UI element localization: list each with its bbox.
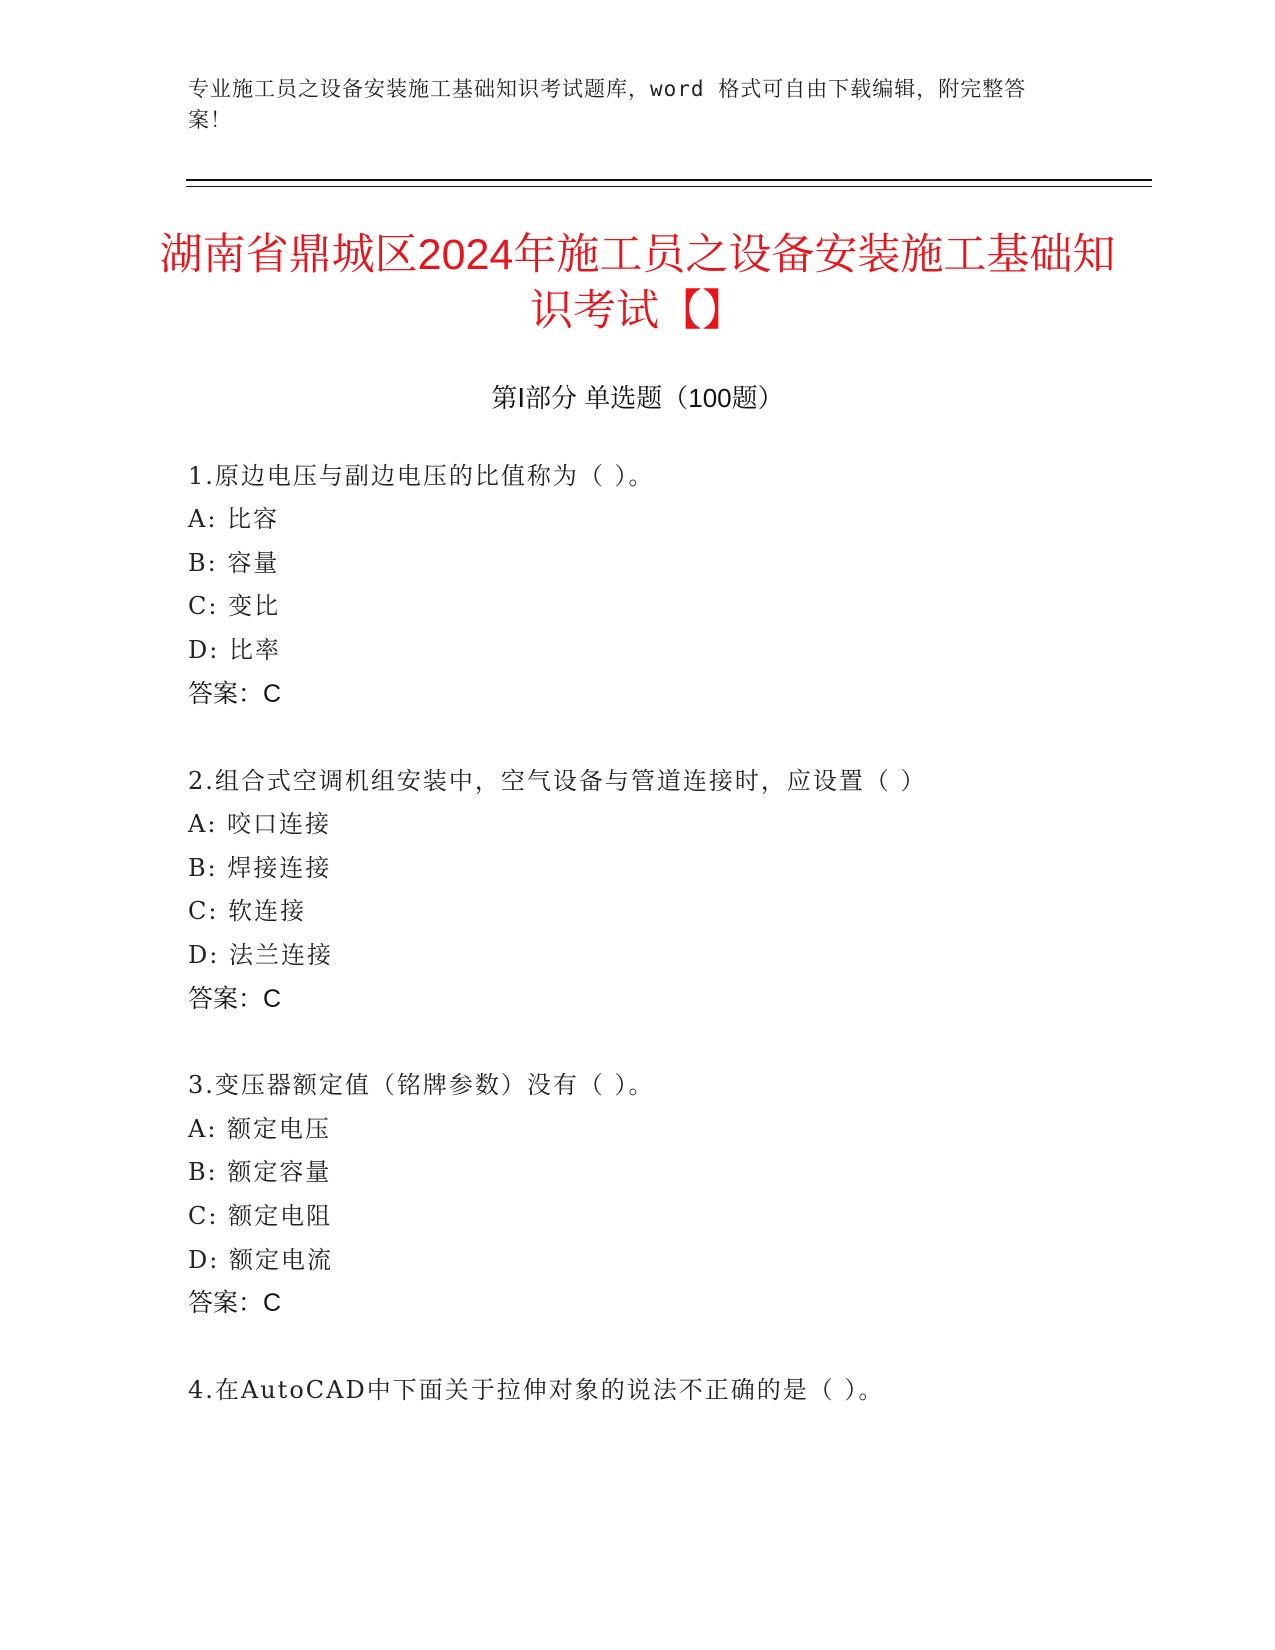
question-option: A: 额定电压 xyxy=(188,1115,332,1143)
question-option: C: 软连接 xyxy=(188,897,307,925)
header-divider-thick xyxy=(186,179,1152,181)
question-option: C: 变比 xyxy=(188,592,281,620)
question-answer: 答案：C xyxy=(188,1289,282,1317)
question-option: A: 比容 xyxy=(188,505,280,533)
question-option: C: 额定电阻 xyxy=(188,1202,333,1230)
question-option: B: 容量 xyxy=(188,549,280,577)
document-title: 湖南省鼎城区2024年施工员之设备安装施工基础知识考试【】 xyxy=(159,231,1116,335)
question-option: B: 额定容量 xyxy=(188,1158,332,1186)
question-option: D: 法兰连接 xyxy=(188,941,333,969)
question-option: B: 焊接连接 xyxy=(188,854,332,882)
section-heading: 第Ⅰ部分 单选题（100题） xyxy=(491,383,784,413)
header-note: 专业施工员之设备安装施工基础知识考试题库，word 格式可自由下载编辑，附完整答案！ xyxy=(188,77,1027,132)
question-stem: 4.在AutoCAD中下面关于拉伸对象的说法不正确的是（ ）。 xyxy=(188,1376,885,1404)
question-option: D: 额定电流 xyxy=(188,1246,333,1274)
question-option: A: 咬口连接 xyxy=(188,810,332,838)
question-stem: 1.原边电压与副边电压的比值称为（ ）。 xyxy=(188,462,655,490)
question-stem: 3.变压器额定值（铭牌参数）没有（ ）。 xyxy=(188,1071,655,1099)
header-divider-thin xyxy=(186,186,1152,187)
question-answer: 答案：C xyxy=(188,680,282,708)
question-answer: 答案：C xyxy=(188,985,282,1013)
question-option: D: 比率 xyxy=(188,636,281,664)
question-stem: 2.组合式空调机组安装中，空气设备与管道连接时，应设置（ ） xyxy=(188,767,927,795)
